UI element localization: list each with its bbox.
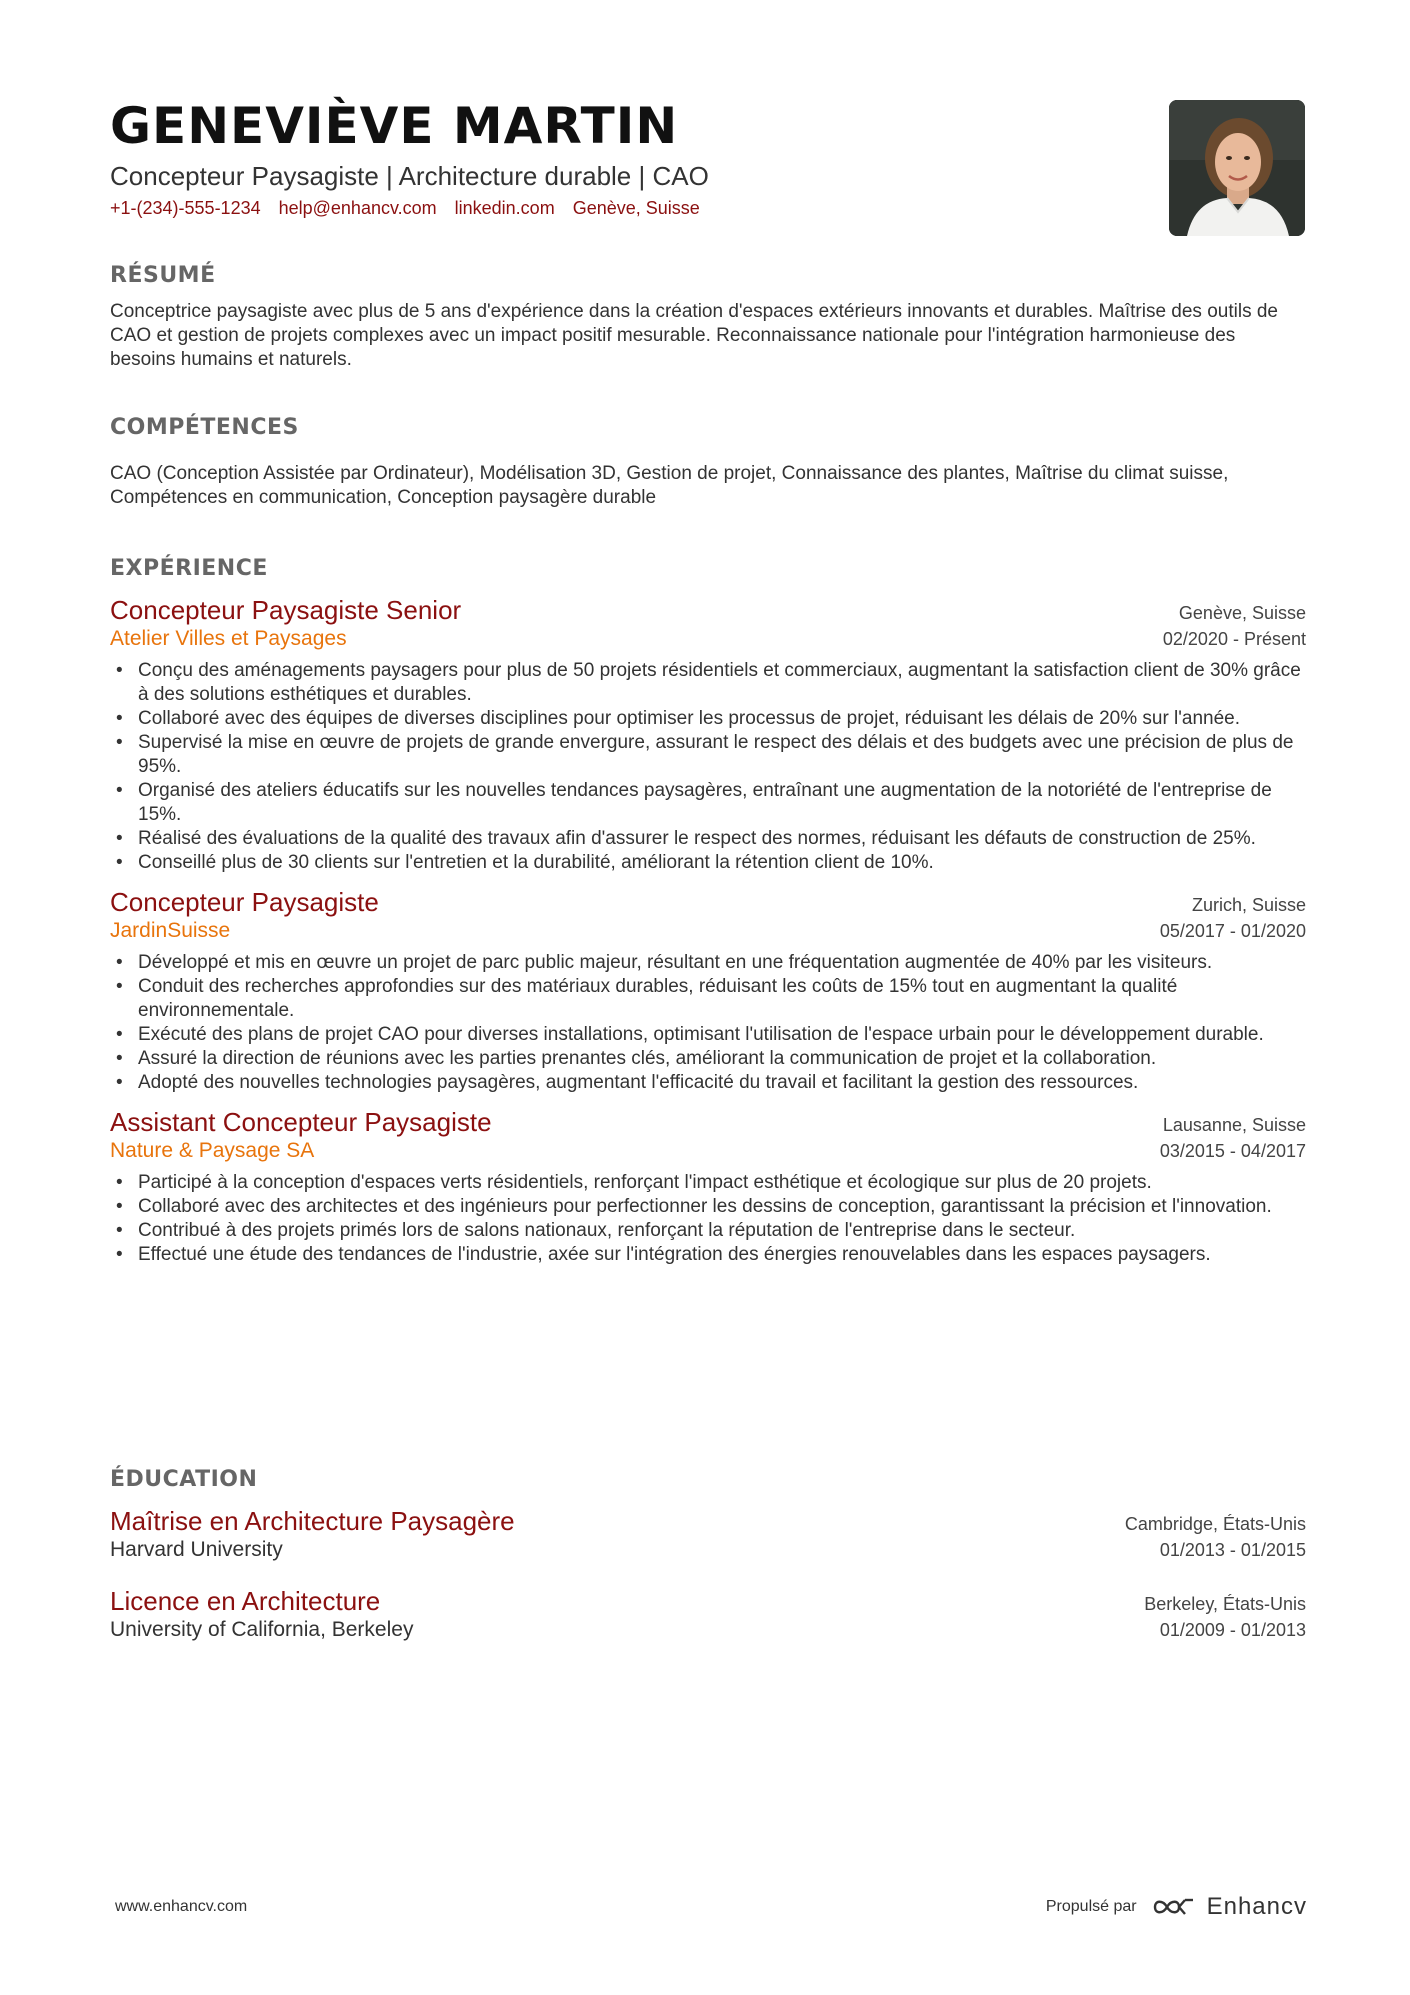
job-bullet: • Exécuté des plans de projet CAO pour diverses installations, optimisant l'utilisation de l'espace urbain pour le développement durable. — [110, 1023, 1306, 1047]
profile-portrait-icon — [1169, 100, 1305, 236]
resume-footer — [115, 1893, 1307, 1921]
resume-header — [110, 96, 1150, 219]
candidate-name: GENEVIÈVE MARTIN — [110, 97, 679, 155]
experience-heading: EXPÉRIENCE — [110, 556, 268, 581]
job-title: Assistant Concepteur Paysagiste — [110, 1107, 492, 1137]
powered-by — [1046, 1893, 1307, 1921]
job-bullet: • Contribué à des projets primés lors de salons nationaux, renforçant la réputation de l'entreprise dans le secteur. — [110, 1219, 1306, 1243]
education-dates: 01/2013 - 01/2015 — [1159, 1540, 1306, 1560]
job-location: Zurich, Suisse — [1191, 895, 1306, 915]
job-bullet: • Collaboré avec des équipes de diverses disciplines pour optimiser les processus de projet, réduisant les délais de 20% sur l'année. — [110, 707, 1306, 731]
education-heading: ÉDUCATION — [110, 1467, 258, 1492]
powered-label: Propulsé par — [1045, 1898, 1137, 1915]
education-degree: Licence en Architecture — [110, 1586, 381, 1616]
job-bullet: • Organisé des ateliers éducatifs sur les nouvelles tendances paysagères, entraînant une augmentation de la notoriété de l'entreprise de 15%. — [110, 779, 1306, 827]
job-bullets — [110, 1171, 1306, 1267]
contact-location: Genève, Suisse — [572, 198, 700, 218]
contact-email[interactable]: help@enhancv.com — [278, 198, 437, 218]
job-company: JardinSuisse — [110, 919, 231, 942]
job-company: Atelier Villes et Paysages — [110, 627, 347, 650]
job-dates: 05/2017 - 01/2020 — [1159, 921, 1306, 941]
job-bullets — [110, 951, 1306, 1095]
education-entry — [110, 1586, 1306, 1644]
job-entry — [110, 887, 1306, 1095]
skills-text: CAO (Conception Assistée par Ordinateur), Modélisation 3D, Gestion de projet, Connaissance des plantes, Maîtrise du climat suisse, Compétences en communication, Conception paysagère durable — [110, 463, 1229, 508]
job-dates: 03/2015 - 04/2017 — [1159, 1141, 1306, 1161]
job-bullet: • Collaboré avec des architectes et des ingénieurs pour perfectionner les dessins de conception, garantissant la précision et l'innovation. — [110, 1195, 1306, 1219]
education-location: Berkeley, États-Unis — [1144, 1594, 1306, 1614]
skills-section — [110, 414, 1306, 510]
education-school: Harvard University — [110, 1538, 283, 1561]
job-bullet: • Adopté des nouvelles technologies paysagères, augmentant l'efficacité du travail et facilitant la gestion des ressources. — [110, 1071, 1306, 1095]
job-bullet: • Supervisé la mise en œuvre de projets de grande envergure, assurant le respect des délais et des budgets avec une précision de plus de 95%. — [110, 731, 1306, 779]
job-bullet: • Réalisé des évaluations de la qualité des travaux afin d'assurer le respect des normes, réduisant les défauts de construction de 25%. — [110, 827, 1306, 851]
education-school: University of California, Berkeley — [110, 1618, 414, 1641]
job-bullet: • Développé et mis en œuvre un projet de parc public majeur, résultant en une fréquentation augmentée de 40% par les visiteurs. — [110, 951, 1306, 975]
job-company: Nature & Paysage SA — [110, 1139, 315, 1162]
job-bullet: • Assuré la direction de réunions avec les parties prenantes clés, améliorant la communication de projet et la collaboration. — [110, 1047, 1306, 1071]
experience-section — [110, 555, 1306, 1267]
job-entry — [110, 595, 1306, 875]
job-bullet: • Conduit des recherches approfondies sur des matériaux durables, réduisant les coûts de 15% tout en augmentant la qualité environnementale. — [110, 975, 1306, 1023]
education-degree: Maîtrise en Architecture Paysagère — [110, 1506, 515, 1536]
job-bullet: • Effectué une étude des tendances de l'industrie, axée sur l'intégration des énergies renouvelables dans les espaces paysagers. — [110, 1243, 1306, 1267]
footer-url[interactable]: www.enhancv.com — [115, 1898, 248, 1915]
brand-name: Enhancv — [1206, 1893, 1307, 1920]
job-bullet: • Conseillé plus de 30 clients sur l'entretien et la durabilité, améliorant la rétention client de 10%. — [110, 851, 1306, 875]
job-dates: 02/2020 - Présent — [1162, 629, 1306, 649]
skills-heading: COMPÉTENCES — [110, 415, 299, 440]
job-location: Lausanne, Suisse — [1162, 1115, 1306, 1135]
summary-section — [110, 262, 1306, 372]
job-entry — [110, 1107, 1306, 1267]
job-bullet: • Participé à la conception d'espaces verts résidentiels, renforçant l'impact esthétique et écologique sur plus de 20 projets. — [110, 1171, 1306, 1195]
job-title: Concepteur Paysagiste — [110, 887, 379, 917]
candidate-headline: Concepteur Paysagiste | Architecture durable | CAO — [110, 161, 709, 191]
contact-phone[interactable]: +1-(234)-555-1234 — [110, 198, 261, 218]
education-section — [110, 1466, 1306, 1644]
summary-text: Conceptrice paysagiste avec plus de 5 ans d'expérience dans la création d'espaces extérieurs innovants et durables. Maîtrise des outils de CAO et gestion de projets complexes avec un impact positif mesurable. Reconnaissance nationale pour l'intégration harmonieuse des besoins humains et naturels. — [110, 301, 1278, 370]
job-title: Concepteur Paysagiste Senior — [110, 595, 462, 625]
education-dates: 01/2009 - 01/2013 — [1159, 1620, 1306, 1640]
job-bullets — [110, 659, 1306, 875]
brand-logo[interactable] — [1151, 1893, 1307, 1921]
education-location: Cambridge, États-Unis — [1124, 1514, 1306, 1534]
summary-heading: RÉSUMÉ — [110, 263, 216, 288]
enhancv-logo-icon — [1151, 1895, 1197, 1919]
contact-linkedin[interactable]: linkedin.com — [454, 198, 555, 218]
contact-bar — [110, 198, 1150, 219]
job-location: Genève, Suisse — [1178, 603, 1306, 623]
job-bullet: • Conçu des aménagements paysagers pour plus de 50 projets résidentiels et commerciaux, augmentant la satisfaction client de 30% grâce à des solutions esthétiques et durables. — [110, 659, 1306, 707]
profile-photo — [1169, 100, 1305, 236]
education-entry — [110, 1506, 1306, 1564]
